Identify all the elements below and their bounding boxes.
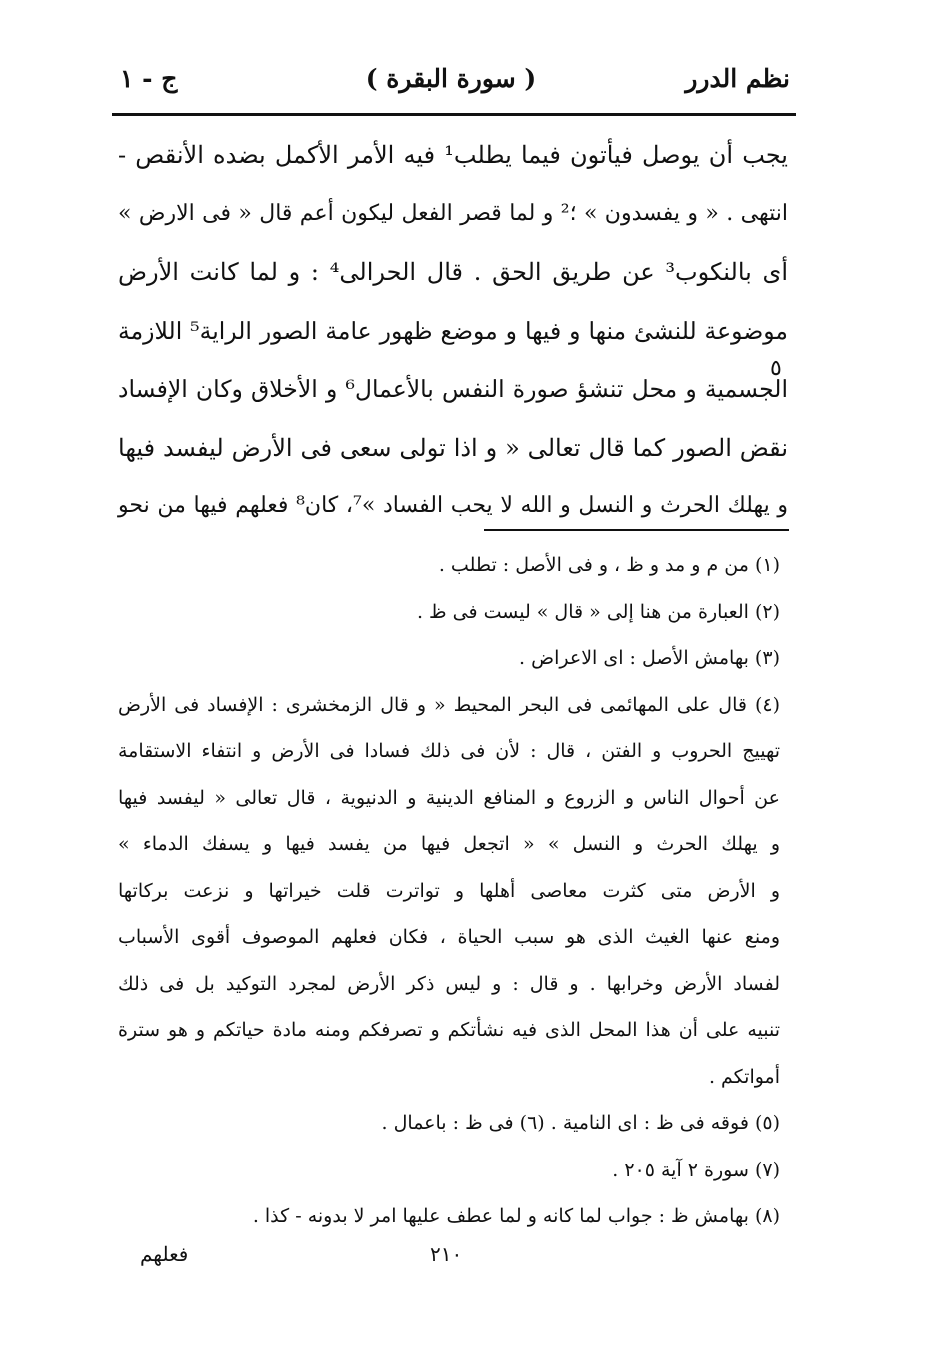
page-number: ٢١٠: [430, 1242, 463, 1266]
book-title: نظم الدرر: [685, 64, 790, 93]
surah-title: ( سورة البقرة ): [365, 64, 537, 93]
footnote-rule: [484, 529, 789, 531]
footnote-line: عن أحوال الناس و الزروع و المنافع الدينية و الدنيوية ، قال تعالى « ليفسد فيها: [118, 786, 780, 809]
catchword: فعلهم: [140, 1242, 189, 1266]
footnote-line: و يهلك الحرث و النسل » « اتجعل فيها من يفسد فيها و يسفك الدماء »: [118, 833, 780, 855]
footnotes: [118, 542, 780, 1240]
footnote-line: (٣) بهامش الأصل : اى الاعراض .: [519, 647, 780, 669]
footnote-line: و الأرض متى كثرت معاصى أهلها و تواترت قلت خيراتها و نزعت بركاتها: [118, 879, 780, 902]
footnote-line: (٧) سورة ٢ آية ٢٠٥ .: [612, 1158, 780, 1181]
footnote-line: (٥) فوقه فى ظ : اى النامية . (٦) فى ظ : باعمال .: [381, 1112, 780, 1134]
footnote-line: لفساد الأرض وخرابها . و قال : و ليس ذكر الأرض لمجرد التوكيد بل فى ذلك: [118, 972, 780, 995]
main-line: أى بالنكوب³ عن طريق الحق . قال الحرالى⁴ : و لما كانت الأرض: [118, 258, 789, 286]
main-line: يجب أن يوصل فيأتون فيما يطلب¹ فيه الأمر الأكمل بضده الأنقص -: [118, 141, 788, 169]
footnote-line: أمواتكم .: [708, 1065, 780, 1088]
footnote-line: ومنع عنها الغيث الذى هو سبب الحياة ، فكان فعلهم الموصوف أقوى الأسباب: [118, 926, 780, 948]
footnote-line: (١) من م و مد و ظ ، و فى الأصل : تطلب .: [438, 554, 780, 576]
header-rule: [112, 113, 796, 116]
volume-label: ج - ١: [120, 64, 178, 93]
footnote-line: (٢) العبارة من هنا إلى « قال » ليست فى ظ .: [416, 600, 780, 623]
footnote-line: (٤) قال على المهائمى فى البحر المحيط « و قال الزمخشرى : الإفساد فى الأرض: [118, 693, 780, 716]
footnote-line: (٨) بهامش ظ : جواب لما كانه و لما عطف عليها امر لا بدونه - كذا .: [252, 1205, 780, 1227]
main-line: نقض الصور كما قال تعالى « و اذا تولى سعى فى الأرض ليفسد فيها: [118, 433, 788, 462]
main-text: [118, 126, 788, 536]
footnote-line: تنبيه على أن هذا المحل الذى فيه نشأتكم و تصرفكم ومنه مادة حياتكم و هو سترة: [118, 1019, 780, 1041]
main-line: انتهى . « و يفسدون » ؛² و لما قصر الفعل ليكون أعم قال « فى الارض »: [118, 200, 789, 226]
main-line: و يهلك الحرث و النسل و الله لا يحب الفساد »⁷، كان⁸ فعلهم فيها من نحو: [118, 493, 788, 518]
line-number: ٥: [770, 356, 782, 381]
running-header: [112, 58, 790, 104]
footnote-line: تهييج الحروب و الفتن ، قال : لأن فى ذلك فسادا فى الأرض و انتفاء الاستقامة: [118, 740, 780, 762]
main-line: موضوعة للنشئ منها و فيها و موضع ظهور عامة الصور الراية⁵ اللازمة: [118, 316, 788, 345]
main-line: الجسمية و محل تنشؤ صورة النفس بالأعمال⁶ و الأخلاق وكان الإفساد: [118, 375, 788, 403]
